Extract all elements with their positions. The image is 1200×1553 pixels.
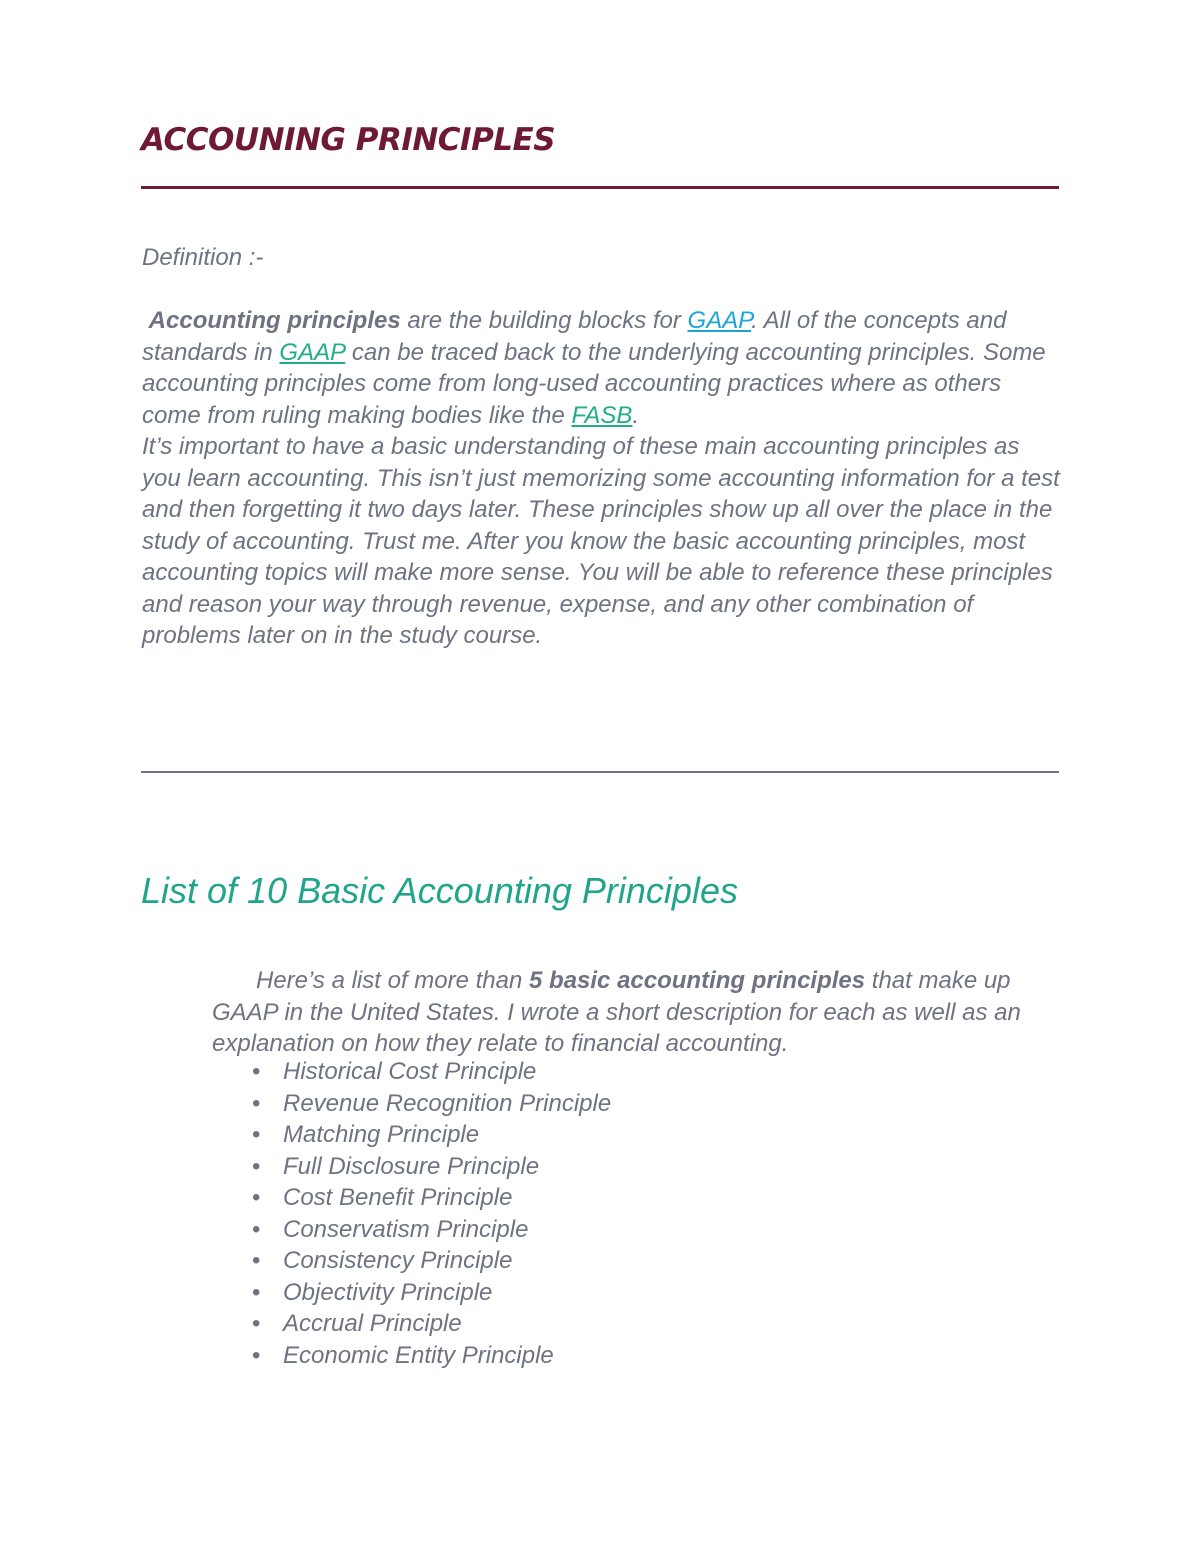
definition-label: Definition :-	[142, 244, 264, 271]
list-item	[250, 1119, 611, 1151]
list-item	[250, 1308, 611, 1340]
definition-text-1: are the building blocks for	[400, 307, 688, 334]
bullet-icon: •	[252, 1278, 261, 1306]
definition-text-3: can be traced back to the underlying accounting principles. Some accounting principles come from long-used accounting practices where as others come from ruling making bodies like the	[142, 338, 1046, 429]
list-item	[250, 1340, 611, 1372]
principle-label: Cost Benefit Principle	[283, 1184, 513, 1211]
list-item	[250, 1214, 611, 1246]
bullet-icon: •	[252, 1121, 261, 1148]
list-item	[250, 1056, 611, 1088]
intro-text-1: Here’s a list of more than	[256, 967, 530, 994]
principle-label: Consistency Principle	[283, 1247, 513, 1274]
bullet-icon: •	[252, 1247, 261, 1274]
gaap-link[interactable]: GAAP	[687, 307, 752, 334]
bullet-icon: •	[252, 1058, 261, 1085]
definition-paragraph	[142, 305, 1062, 431]
principle-label: Full Disclosure Principle	[283, 1152, 540, 1180]
section-heading: List of 10 Basic Accounting Principles	[141, 870, 738, 911]
definition-term: Accounting principles	[148, 307, 401, 334]
bullet-icon: •	[252, 1215, 261, 1243]
list-item	[250, 1151, 611, 1183]
principle-label: Revenue Recognition Principle	[283, 1089, 612, 1117]
bullet-icon: •	[252, 1341, 261, 1369]
principle-list	[250, 1056, 611, 1371]
list-item	[250, 1182, 611, 1214]
definition-block	[142, 305, 1062, 652]
bullet-icon: •	[252, 1152, 261, 1180]
list-item	[250, 1245, 611, 1277]
principle-label: Economic Entity Principle	[283, 1341, 554, 1369]
bullet-icon: •	[252, 1184, 261, 1211]
page-title: ACCOUNING PRINCIPLES	[141, 122, 556, 158]
intro-paragraph	[212, 965, 1067, 1060]
list-item	[250, 1088, 611, 1120]
intro-strong: 5 basic accounting principles	[529, 967, 866, 994]
principle-label: Matching Principle	[283, 1121, 480, 1148]
list-item	[250, 1277, 611, 1309]
principle-label: Conservatism Principle	[283, 1215, 529, 1243]
section-divider	[141, 771, 1059, 773]
title-divider	[141, 186, 1059, 189]
definition-text-4: .	[632, 401, 640, 429]
definition-text-2: . All of the concepts and standards in	[142, 307, 1007, 366]
fasb-link[interactable]: FASB	[571, 401, 633, 429]
principle-label: Accrual Principle	[283, 1310, 462, 1337]
gaap-link-2[interactable]: GAAP	[279, 338, 346, 366]
bullet-icon: •	[252, 1089, 261, 1117]
importance-paragraph: It’s important to have a basic understanding of these main accounting principles as you learn accounting. This isn’t just memorizing some accounting information for a test and then forgetting it two days later. These principles show up all over the place in the study of accounting. Trust me. After you know the basic accounting principles, most accounting topics will make more sense. You will be able to reference these principles and reason your way through revenue, expense, and any other combination of problems later on in the study course.	[142, 433, 1060, 649]
principle-label: Objectivity Principle	[283, 1278, 493, 1306]
bullet-icon: •	[252, 1310, 261, 1337]
intro-text-2: that make up GAAP in the United States. I wrote a short description for each as well as an explanation on how they relate to financial accounting.	[212, 967, 1021, 1057]
principle-label: Historical Cost Principle	[283, 1058, 537, 1085]
